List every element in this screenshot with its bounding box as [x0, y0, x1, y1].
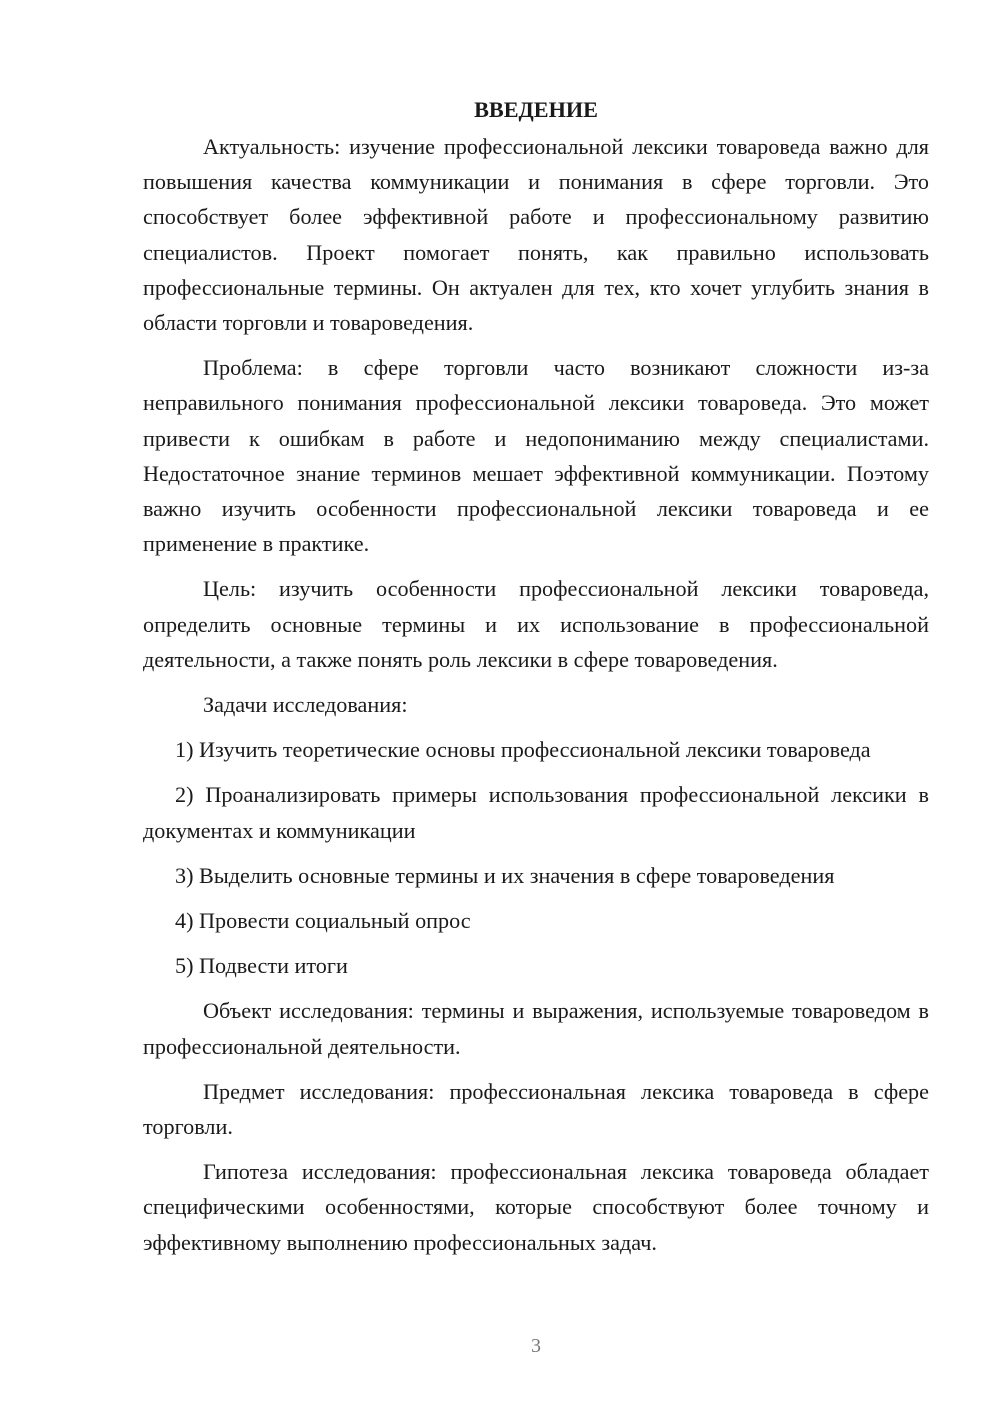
paragraph-relevance: Актуальность: изучение профессиональной лексики товароведа важно для повышения качества коммуникации и понимания в сфере торговли. Это способствует более эффективной работе и профессиональному развитию специалистов. Проект помогает понять, как правильно использовать профессиональные термины. Он актуален для тех, кто хочет углубить знания в области торговли и товароведения. — [143, 134, 929, 336]
list-item-task-5: 5) Подвести итоги — [175, 953, 348, 979]
list-item-task-4: 4) Провести социальный опрос — [175, 908, 471, 934]
list-item-task-1: 1) Изучить теоретические основы профессиональной лексики товароведа — [175, 737, 871, 763]
page-content — [143, 92, 929, 1270]
paragraph-hypothesis: Гипотеза исследования: профессиональная лексика товароведа обладает специфическими особенностями, которые способствуют более точному и эффективному выполнению профессиональных задач. — [143, 1159, 929, 1255]
page-title: ВВЕДЕНИЕ — [474, 97, 598, 122]
paragraph-goal: Цель: изучить особенности профессиональной лексики товароведа, определить основные термины и их использование в профессиональной деятельности, а также понять роль лексики в сфере товароведения. — [143, 576, 929, 672]
list-item-task-2: 2) Проанализировать примеры использования профессиональной лексики в документах и коммуникации — [143, 782, 929, 843]
list-item-task-3: 3) Выделить основные термины и их значения в сфере товароведения — [175, 862, 835, 888]
paragraph-subject: Предмет исследования: профессиональная лексика товароведа в сфере торговли. — [143, 1078, 929, 1140]
page-number: 3 — [531, 1335, 541, 1357]
paragraph-problem: Проблема: в сфере торговли часто возникают сложности из-за неправильного понимания профессиональной лексики товароведа. Это может привести к ошибкам в работе и недопониманию между специалистами. Недостаточное знание терминов мешает эффективной коммуникации. Поэтому важно изучить особенности профессиональной лексики товароведа и ее применение в практике. — [143, 355, 929, 557]
paragraph-object: Объект исследования: термины и выражения, используемые товароведом в профессиональной деятельности. — [143, 998, 929, 1059]
tasks-heading: Задачи исследования: — [203, 692, 408, 718]
